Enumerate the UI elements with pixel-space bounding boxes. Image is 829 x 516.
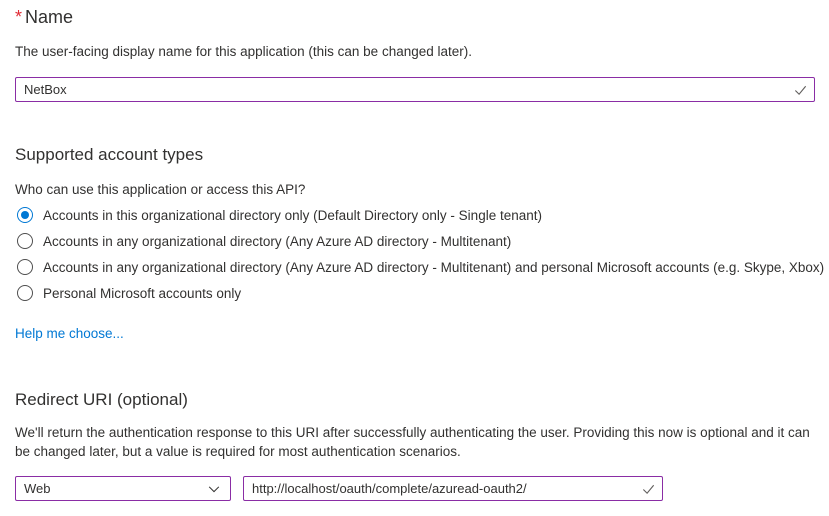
redirect-uri-row <box>15 476 815 501</box>
platform-select-value: Web <box>24 481 51 496</box>
radio-unselected-icon <box>17 259 33 275</box>
platform-select[interactable] <box>15 476 231 501</box>
name-input[interactable] <box>15 77 815 102</box>
account-type-option-label: Accounts in this organizational directory only (Default Directory only - Single tenant) <box>43 207 542 223</box>
help-me-choose-link[interactable]: Help me choose... <box>15 326 124 341</box>
redirect-uri-title: Redirect URI (optional) <box>15 390 188 409</box>
chevron-down-icon <box>207 482 221 496</box>
account-type-option-label: Accounts in any organizational directory (Any Azure AD directory - Multitenant) <box>43 233 512 249</box>
account-type-option-personal-only[interactable] <box>15 280 815 306</box>
redirect-uri-field-wrapper <box>243 476 663 501</box>
account-type-option-label: Accounts in any organizational directory (Any Azure AD directory - Multitenant) and personal Microsoft accounts (e.g. Skype, Xbox) <box>43 259 825 275</box>
account-type-options <box>15 202 825 306</box>
name-field-wrapper <box>15 77 815 102</box>
radio-unselected-icon <box>17 233 33 249</box>
required-marker: * <box>15 7 23 27</box>
account-type-option-multitenant-personal[interactable] <box>15 254 825 280</box>
radio-selected-icon <box>17 207 33 223</box>
redirect-uri-description: We'll return the authentication response to this URI after successfully authenticating the user. Providing this now is optional and it can be changed later, but a value is required for most authentication scenarios. <box>15 425 810 459</box>
name-section-title <box>15 6 815 28</box>
account-types-title: Supported account types <box>15 145 204 164</box>
redirect-uri-section <box>15 389 815 501</box>
name-description: The user-facing display name for this application (this can be changed later). <box>15 44 472 59</box>
account-type-option-label: Personal Microsoft accounts only <box>43 285 242 301</box>
account-type-option-multitenant[interactable] <box>15 228 815 254</box>
redirect-uri-input[interactable] <box>243 476 663 501</box>
supported-account-types-section <box>15 144 825 343</box>
account-types-question: Who can use this application or access this API? <box>15 182 306 197</box>
radio-unselected-icon <box>17 285 33 301</box>
name-title-text: Name <box>25 7 74 27</box>
account-type-option-single-tenant[interactable] <box>15 202 815 228</box>
